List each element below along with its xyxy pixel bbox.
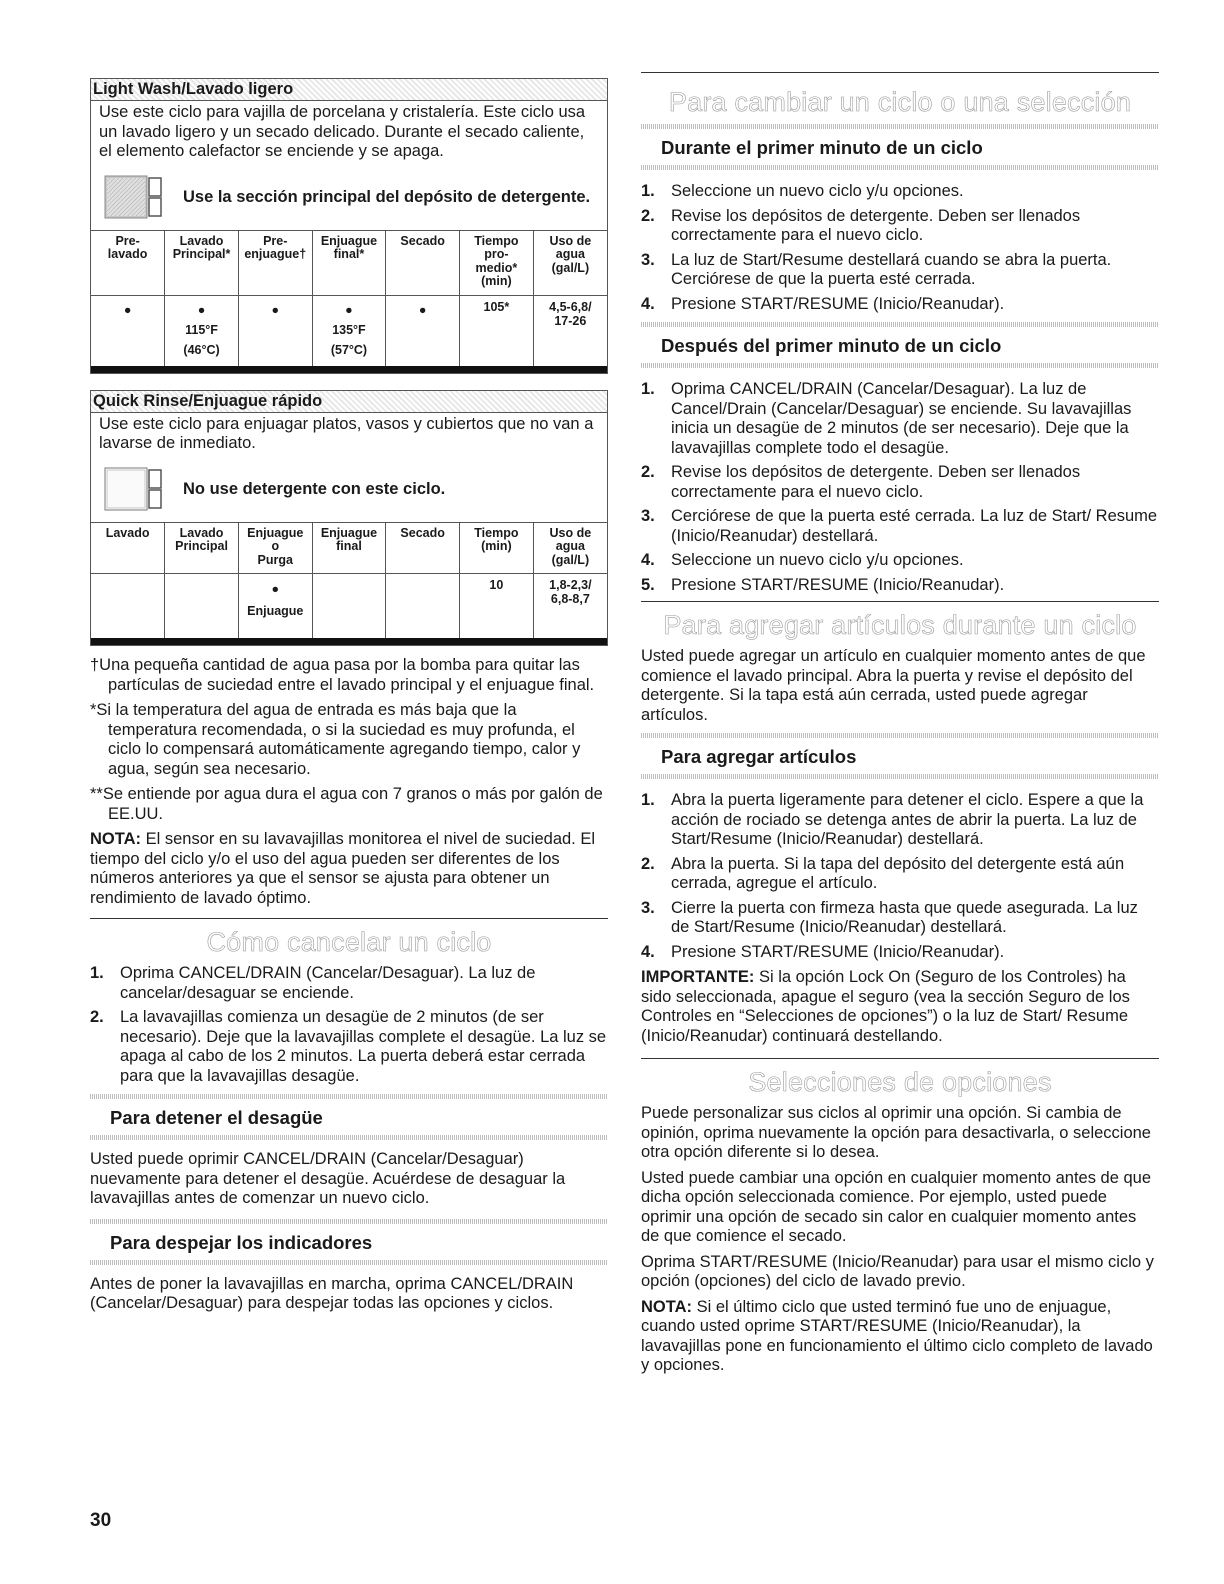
list-item: 1. Oprima CANCEL/DRAIN (Cancelar/Desaguar). La luz de Cancel/Drain (Cancelar/Desaguar) se enciende. Su lavavajillas inicia un desagüe de 2 minutos (de ser necesario). Deje que la lavavajillas complete todo el desagüe. [641, 380, 1159, 458]
first-minute-heading: Durante el primer minuto de un ciclo [661, 137, 983, 158]
list-item: 4. Presione START/RESUME (Inicio/Reanudar). [641, 295, 1159, 315]
step-text: Cierre la puerta con firmeza hasta que quede asegurada. La luz de Start/Resume (Inicio/Reanudar) destellará. [671, 898, 1138, 936]
list-item: 2. Revise los depósitos de detergente. Deben ser llenados correctamente para el nuevo ciclo. [641, 463, 1159, 502]
add-items-intro: Usted puede agregar un artículo en cualquier momento antes de que comience el lavado principal. Abra la puerta y revise el depósito del detergente. Si la tapa está aún cerrada, usted puede agregar artículos. [641, 647, 1146, 724]
list-item: 4. Presione START/RESUME (Inicio/Reanudar). [641, 943, 1159, 963]
table-header: Enjuague final [312, 522, 386, 574]
step-text: Oprima CANCEL/DRAIN (Cancelar/Desaguar). La luz de cancelar/desaguar se enciende. [120, 964, 536, 1002]
table-cell: 10 [460, 574, 534, 639]
hatch-divider [641, 165, 1159, 170]
list-item: 1. Seleccione un nuevo ciclo y/u opciones. [641, 182, 1159, 202]
empty-dispenser-icon [99, 464, 165, 514]
note-label: NOTA: [641, 1297, 693, 1316]
step-text: Presione START/RESUME (Inicio/Reanudar). [671, 294, 1005, 313]
light-wash-value-row [91, 295, 607, 366]
stop-drain-text: Usted puede oprimir CANCEL/DRAIN (Cancelar/Desaguar) nuevamente para detener el desagüe. Acuérdese de desaguar la lavavajillas antes de comenzar un nuevo ciclo. [90, 1150, 566, 1207]
quick-rinse-title: Quick Rinse/Enjuague rápido [91, 391, 607, 413]
step-text: Abra la puerta ligeramente para detener el ciclo. Espere a que la acción de rociado se detenga antes de abrir la puerta. La luz de Start/Resume (Inicio/Reanudar) destellará. [671, 791, 1144, 848]
step-text: Seleccione un nuevo ciclo y/u opciones. [671, 182, 964, 200]
quick-rinse-box [90, 390, 608, 647]
right-column [641, 72, 1159, 1382]
important-text: Si la opción Lock On (Seguro de los Controles) ha sido seleccionada, apague el seguro (vea la sección Seguro de los Controles en “Selecciones de opciones”) o la luz de Start/ Resume (Inicio/Reanudar) continuará destellando. [641, 968, 1130, 1045]
table-header: Uso de agua (gal/L) [533, 522, 607, 574]
footnote-dagger: †Una pequeña cantidad de agua pasa por la bomba para quitar las partículas de suciedad entre el lavado principal y el enjuague final. [90, 656, 595, 694]
step-text: Revise los depósitos de detergente. Deben ser llenados correctamente para el nuevo ciclo. [671, 463, 1081, 501]
list-item: 2. Revise los depósitos de detergente. Deben ser llenados correctamente para el nuevo ciclo. [641, 207, 1159, 246]
light-wash-header-row [91, 230, 607, 295]
step-text: Abra la puerta. Si la tapa del depósito del detergente está aún cerrada, agregue el artículo. [671, 854, 1125, 892]
stop-drain-heading: Para detener el desagüe [110, 1107, 323, 1128]
list-item: 2. La lavavajillas comienza un desagüe de 2 minutos (de ser necesario). Deje que la lavavajillas complete el desagüe. La luz se apaga al cabo de los 2 minutos. La puerta deberá estar cerrada para que la lavavajillas desagüe. [90, 1008, 607, 1085]
note-text: Si el último ciclo que usted terminó fue uno de enjuague, cuando usted oprime START/RESUME (Inicio/Reanudar), la lavavajillas pone en funcionamiento el último ciclo completo de lavado y opciones. [641, 1297, 1153, 1374]
table-cell: ● 135°F (57°C) [312, 295, 386, 366]
section-rule [90, 918, 608, 919]
light-wash-title: Light Wash/Lavado ligero [91, 79, 607, 101]
after-minute-steps [641, 380, 1159, 595]
options-note [641, 1298, 1159, 1376]
table-cell: ● [238, 295, 312, 366]
table-header: Tiempo (min) [460, 522, 534, 574]
note-label: NOTA: [90, 830, 142, 848]
light-wash-description: Use este ciclo para vajilla de porcelana y cristalería. Este ciclo usa un lavado ligero y un secado delicado. Durante el secado caliente, el elemento calefactor se enciende y se apaga. [99, 103, 586, 160]
footnote-asterisk: *Si la temperatura del agua de entrada es más baja que la temperatura recomendada, o si la suciedad es muy profunda, el ciclo lo compensará automáticamente agregando tiempo, calor y agua, según sea necesario. [90, 701, 581, 778]
add-items-subheading: Para agregar artículos [661, 746, 857, 767]
options-paragraph: Usted puede cambiar una opción en cualquier momento antes de que dicha opción seleccionada comience. Por ejemplo, usted puede oprimir una opción de secado sin calor en cualquier momento antes de que comience el secado. [641, 1168, 1152, 1245]
table-header: Pre- enjuague† [238, 230, 312, 295]
important-note [641, 968, 1159, 1046]
section-rule [641, 72, 1159, 73]
step-text: Cerciórese de que la puerta esté cerrada. La luz de Start/ Resume (Inicio/Reanudar) destellará. [671, 507, 1158, 545]
table-cell: 1,8-2,3/ 6,8-8,7 [533, 574, 607, 639]
table-cell [165, 574, 239, 639]
list-item: 5. Presione START/RESUME (Inicio/Reanudar). [641, 576, 1159, 596]
light-wash-detergent-row [91, 166, 607, 230]
table-cell: ● [91, 295, 165, 366]
step-text: La luz de Start/Resume destellará cuando se abra la puerta. Cerciórese de que la puerta esté cerrada. [671, 250, 1112, 288]
list-item: 2. Abra la puerta. Si la tapa del depósito del detergente está aún cerrada, agregue el artículo. [641, 855, 1159, 894]
add-items-heading: Para agregar artículos durante un ciclo [663, 610, 1137, 640]
table-header: Lavado Principal [165, 522, 239, 574]
step-text: Revise los depósitos de detergente. Deben ser llenados correctamente para el nuevo ciclo. [671, 206, 1081, 244]
table-header: Lavado Principal* [165, 230, 239, 295]
table-header: Secado [386, 522, 460, 574]
clear-indicators-text: Antes de poner la lavavajillas en marcha, oprima CANCEL/DRAIN (Cancelar/Desaguar) para despejar todas las opciones y ciclos. [90, 1274, 574, 1312]
add-items-steps [641, 791, 1159, 962]
cancel-cycle-heading: Cómo cancelar un ciclo [206, 927, 492, 957]
list-item: 1. Oprima CANCEL/DRAIN (Cancelar/Desaguar). La luz de cancelar/desaguar se enciende. [90, 964, 608, 1003]
table-cell [386, 574, 460, 639]
table-header: Secado [386, 230, 460, 295]
list-item: 3. La luz de Start/Resume destellará cuando se abra la puerta. Cerciórese de que la puerta esté cerrada. [641, 251, 1159, 290]
step-text: La lavavajillas comienza un desagüe de 2 minutos (de ser necesario). Deje que la lavavajillas complete el desagüe. La luz se apaga al cabo de los 2 minutos. La puerta deberá estar cerrada para que la lavavajillas desagüe. [120, 1008, 607, 1085]
table-header: Tiempo pro- medio* (min) [460, 230, 534, 295]
table-cell: 105* [460, 295, 534, 366]
hatch-divider [90, 1135, 608, 1140]
quick-rinse-detergent-note: No use detergente con este ciclo. [183, 479, 446, 498]
table-bottom-rule [91, 638, 607, 645]
section-rule [641, 1058, 1159, 1059]
light-wash-detergent-note: Use la sección principal del depósito de detergente. [183, 187, 591, 206]
light-wash-box [90, 78, 608, 374]
quick-rinse-header-row [91, 522, 607, 574]
quick-rinse-value-row [91, 574, 607, 639]
hatch-divider [641, 774, 1159, 779]
note-text: El sensor en su lavavajillas monitorea el nivel de suciedad. El tiempo del ciclo y/o el uso del agua pueden ser diferentes de los números anteriores ya que el sensor se ajusta para obtener un rendimiento de lavado óptimo. [90, 830, 596, 907]
table-bottom-rule [91, 366, 607, 373]
options-paragraph: Puede personalizar sus ciclos al oprimir una opción. Si cambia de opinión, oprima nuevamente la opción para desactivarla, o seleccione otra opción diferente si lo desea. [641, 1104, 1151, 1161]
table-header: Pre- lavado [91, 230, 165, 295]
table-header: Lavado [91, 522, 165, 574]
quick-rinse-description: Use este ciclo para enjuagar platos, vasos y cubiertos que no van a lavarse de inmediato. [99, 414, 594, 452]
left-column [90, 78, 608, 1320]
options-heading: Selecciones de opciones [748, 1067, 1052, 1097]
table-header: Enjuague o Purga [238, 522, 312, 574]
table-cell [91, 574, 165, 639]
list-item: 3. Cierre la puerta con firmeza hasta que quede asegurada. La luz de Start/Resume (Inicio/Reanudar) destellará. [641, 899, 1159, 938]
section-rule [641, 601, 1159, 602]
hatch-divider [90, 1260, 608, 1265]
table-cell [312, 574, 386, 639]
table-header: Uso de agua (gal/L) [533, 230, 607, 295]
step-text: Presione START/RESUME (Inicio/Reanudar). [671, 575, 1005, 594]
sensor-note [90, 830, 608, 908]
first-minute-steps [641, 182, 1159, 314]
list-item: 4. Seleccione un nuevo ciclo y/u opciones. [641, 551, 1159, 571]
step-text: Oprima CANCEL/DRAIN (Cancelar/Desaguar). La luz de Cancel/Drain (Cancelar/Desaguar) se enciende. Su lavavajillas inicia un desagüe de 2 minutos (de ser necesario). Deje que la lavavajillas complete todo el desagüe. [671, 380, 1132, 457]
list-item: 1. Abra la puerta ligeramente para detener el ciclo. Espere a que la acción de rociado se detenga antes de abrir la puerta. La luz de Start/Resume (Inicio/Reanudar) destellará. [641, 791, 1159, 850]
quick-rinse-table [91, 522, 607, 639]
options-paragraph: Oprima START/RESUME (Inicio/Reanudar) para usar el mismo ciclo y opción (opciones) del ciclo de lavado previo. [641, 1252, 1154, 1290]
detergent-dispenser-icon [99, 172, 165, 222]
clear-indicators-heading: Para despejar los indicadores [110, 1231, 373, 1253]
table-cell: ● [386, 295, 460, 366]
cancel-steps [90, 964, 608, 1086]
important-label: IMPORTANTE: [641, 968, 755, 986]
hatch-divider [641, 363, 1159, 368]
after-minute-heading: Después del primer minuto de un ciclo [661, 335, 1002, 356]
list-item: 3. Cerciórese de que la puerta esté cerrada. La luz de Start/ Resume (Inicio/Reanudar) destellará. [641, 507, 1158, 545]
page-number: 30 [90, 1510, 112, 1531]
change-cycle-heading: Para cambiar un ciclo o una selección [668, 87, 1132, 117]
step-text: Presione START/RESUME (Inicio/Reanudar). [671, 942, 1005, 961]
table-header: Enjuague final* [312, 230, 386, 295]
table-cell: ● Enjuague [238, 574, 312, 639]
light-wash-table [91, 230, 607, 366]
table-cell: 4,5-6,8/ 17-26 [533, 295, 607, 366]
table-cell: ● 115°F (46°C) [165, 295, 239, 366]
footnote-double-asterisk: **Se entiende por agua dura el agua con 7 granos o más por galón de EE.UU. [90, 785, 603, 823]
step-text: Seleccione un nuevo ciclo y/u opciones. [671, 551, 964, 569]
quick-rinse-detergent-row [91, 458, 607, 522]
